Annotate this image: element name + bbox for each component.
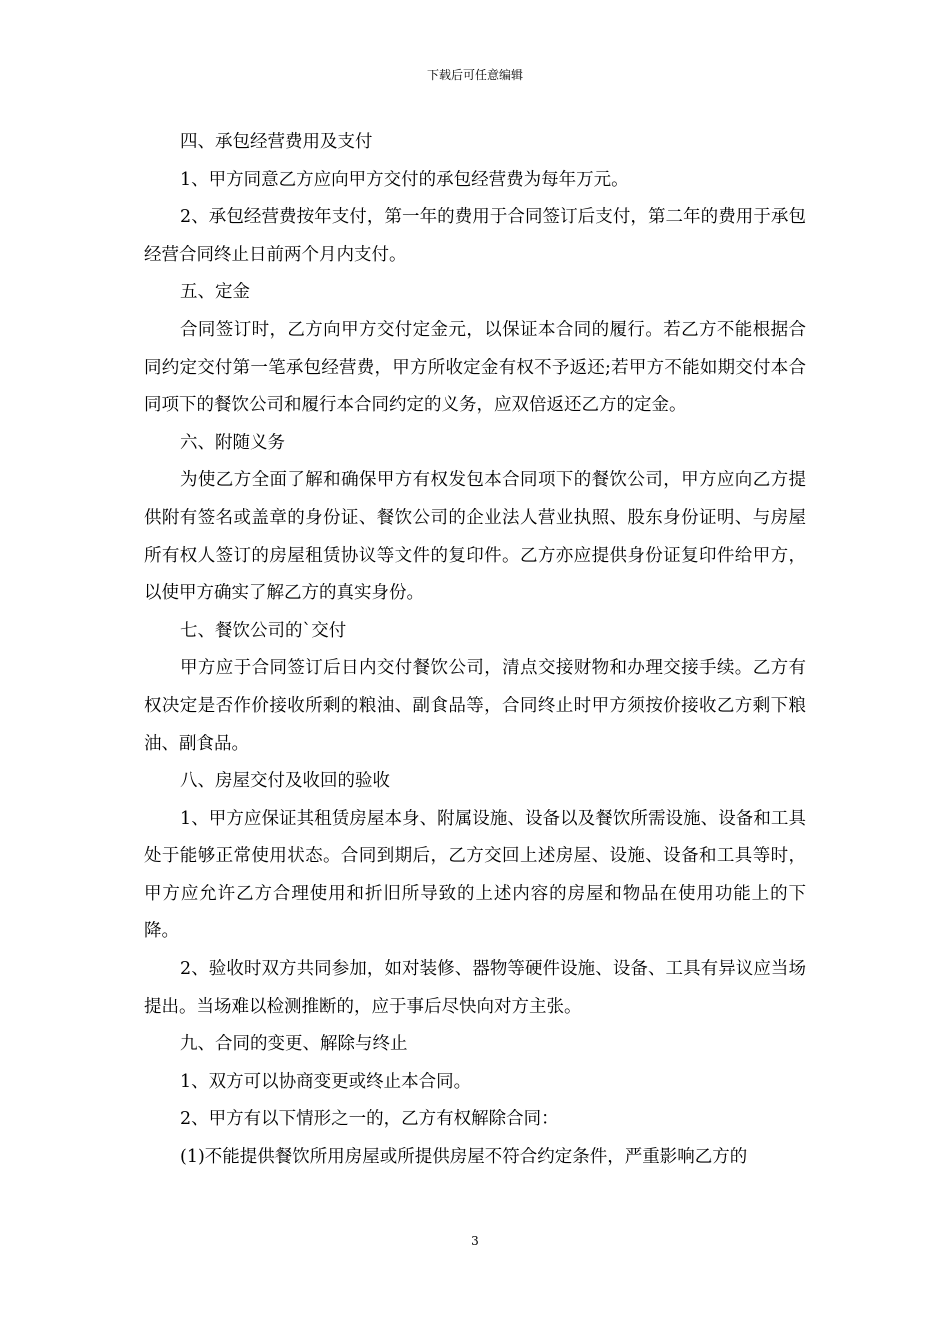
document-body bbox=[144, 124, 806, 1177]
paragraph: (1)不能提供餐饮所用房屋或所提供房屋不符合约定条件，严重影响乙方的 bbox=[180, 1147, 748, 1168]
section-heading-6: 六、附随义务 bbox=[180, 432, 285, 453]
paragraph: 2、甲方有以下情形之一的，乙方有权解除合同： bbox=[180, 1109, 559, 1130]
paragraph: 为使乙方全面了解和确保甲方有权发包本合同项下的餐饮公司，甲方应向乙方提供附有签名或盖章的身份证、餐饮公司的企业法人营业执照、股东身份证明、与房屋所有权人签订的房屋租赁协议等文件的复印件。乙方亦应提供身份证复印件给甲方，以使甲方确实了解乙方的真实身份。 bbox=[144, 470, 806, 604]
section-heading-4: 四、承包经营费用及支付 bbox=[180, 132, 373, 152]
paragraph: 1、双方可以协商变更或终止本合同。 bbox=[180, 1071, 472, 1092]
paragraph: 合同签订时，乙方向甲方交付定金元，以保证本合同的履行。若乙方不能根据合同约定交付第一笔承包经营费，甲方所收定金有权不予返还;若甲方不能如期交付本合同项下的餐饮公司和履行本合同约定的义务，应双倍返还乙方的定金。 bbox=[144, 319, 806, 416]
paragraph: 甲方应于合同签订后日内交付餐饮公司，清点交接财物和办理交接手续。乙方有权决定是否作价接收所剩的粮油、副食品等，合同终止时甲方须按价接收乙方剩下粮油、副食品。 bbox=[144, 658, 806, 754]
page-number: 3 bbox=[471, 1234, 479, 1248]
page-header-note: 下载后可任意编辑 bbox=[426, 68, 523, 82]
section-heading-8: 八、房屋交付及收回的验收 bbox=[180, 771, 390, 792]
section-heading-9: 九、合同的变更、解除与终止 bbox=[180, 1034, 408, 1055]
paragraph: 2、承包经营费按年支付，第一年的费用于合同签订后支付，第二年的费用于承包经营合同终止日前两个月内支付。 bbox=[144, 207, 806, 265]
paragraph: 1、甲方应保证其租赁房屋本身、附属设施、设备以及餐饮所需设施、设备和工具处于能够正常使用状态。合同到期后，乙方交回上述房屋、设施、设备和工具等时，甲方应允许乙方合理使用和折旧所导致的上述内容的房屋和物品在使用功能上的下降。 bbox=[144, 808, 806, 942]
section-heading-5: 五、定金 bbox=[180, 282, 250, 303]
paragraph: 1、甲方同意乙方应向甲方交付的承包经营费为每年万元。 bbox=[180, 169, 629, 190]
paragraph: 2、验收时双方共同参加，如对装修、器物等硬件设施、设备、工具有异议应当场提出。当场难以检测推断的，应于事后尽快向对方主张。 bbox=[144, 959, 806, 1017]
section-heading-7: 七、餐饮公司的`交付 bbox=[180, 620, 347, 641]
